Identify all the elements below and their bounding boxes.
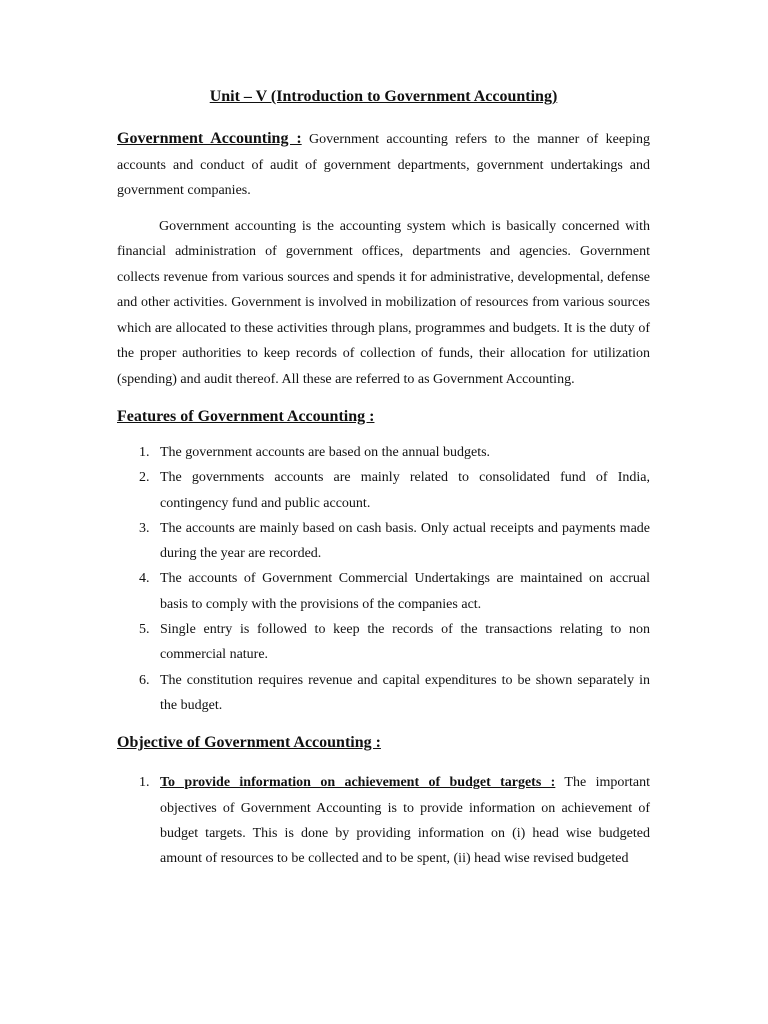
body-paragraph: Government accounting is the accounting system which is basically concerned with financial administration of government offices, departments and agencies. Government collects revenue from various sources and spends it for administrative, developmental, defense and other activities. Government is involved in mobilization of resources from various sources which are allocated to these activities through plans, programmes and budgets. It is the duty of the proper authorities to keep records of collection of funds, their allocation for utilization (spending) and audit thereof. All these are referred to as Government Accounting.: [117, 218, 650, 387]
list-item: [117, 770, 650, 871]
list-number: 6.: [139, 672, 150, 688]
list-item: [117, 617, 650, 668]
list-text: The accounts of Government Commercial Undertakings are maintained on accrual basis to comply with the provisions of the companies act.: [160, 571, 650, 612]
list-item: [117, 465, 650, 516]
intro-paragraph: [117, 126, 650, 204]
list-text: The constitution requires revenue and capital expenditures to be shown separately in the budget.: [160, 672, 650, 713]
list-number: 3.: [139, 520, 150, 536]
objective-heading: Objective of Government Accounting :: [117, 734, 381, 752]
intro-lead: Government Accounting :: [117, 130, 302, 147]
list-text: Single entry is followed to keep the records of the transactions relating to non commercial nature.: [160, 622, 650, 663]
list-number: 2.: [139, 470, 150, 486]
features-heading: Features of Government Accounting :: [117, 408, 375, 425]
features-list: [117, 440, 650, 718]
list-number: 1.: [139, 775, 150, 791]
objective-item-lead: To provide information on achievement of budget targets :: [160, 775, 556, 791]
list-text: The government accounts are based on the annual budgets.: [160, 445, 491, 460]
list-number: 4.: [139, 571, 150, 587]
list-text: The governments accounts are mainly related to consolidated fund of India, contingency fund and public account.: [160, 470, 650, 511]
list-item: [117, 440, 650, 465]
list-number: 1.: [139, 445, 150, 460]
intro-text: Government accounting refers to the manner of keeping accounts and conduct of audit of government departments, government undertakings and government companies.: [117, 132, 650, 198]
list-text: The important objectives of Government Accounting is to provide information on achievement of budget targets. This is done by providing information on (i) head wise budgeted amount of resources to be collected and to be spent, (ii) head wise revised budgeted: [160, 775, 650, 867]
list-item: [117, 516, 650, 567]
list-item: [117, 566, 650, 617]
list-item: [117, 668, 650, 719]
list-text: The accounts are mainly based on cash basis. Only actual receipts and payments made during the year are recorded.: [160, 520, 650, 562]
list-number: 5.: [139, 622, 150, 638]
objective-list: [117, 770, 650, 871]
document-page: [117, 86, 650, 885]
page-title: Unit – V (Introduction to Government Accounting): [209, 88, 558, 105]
